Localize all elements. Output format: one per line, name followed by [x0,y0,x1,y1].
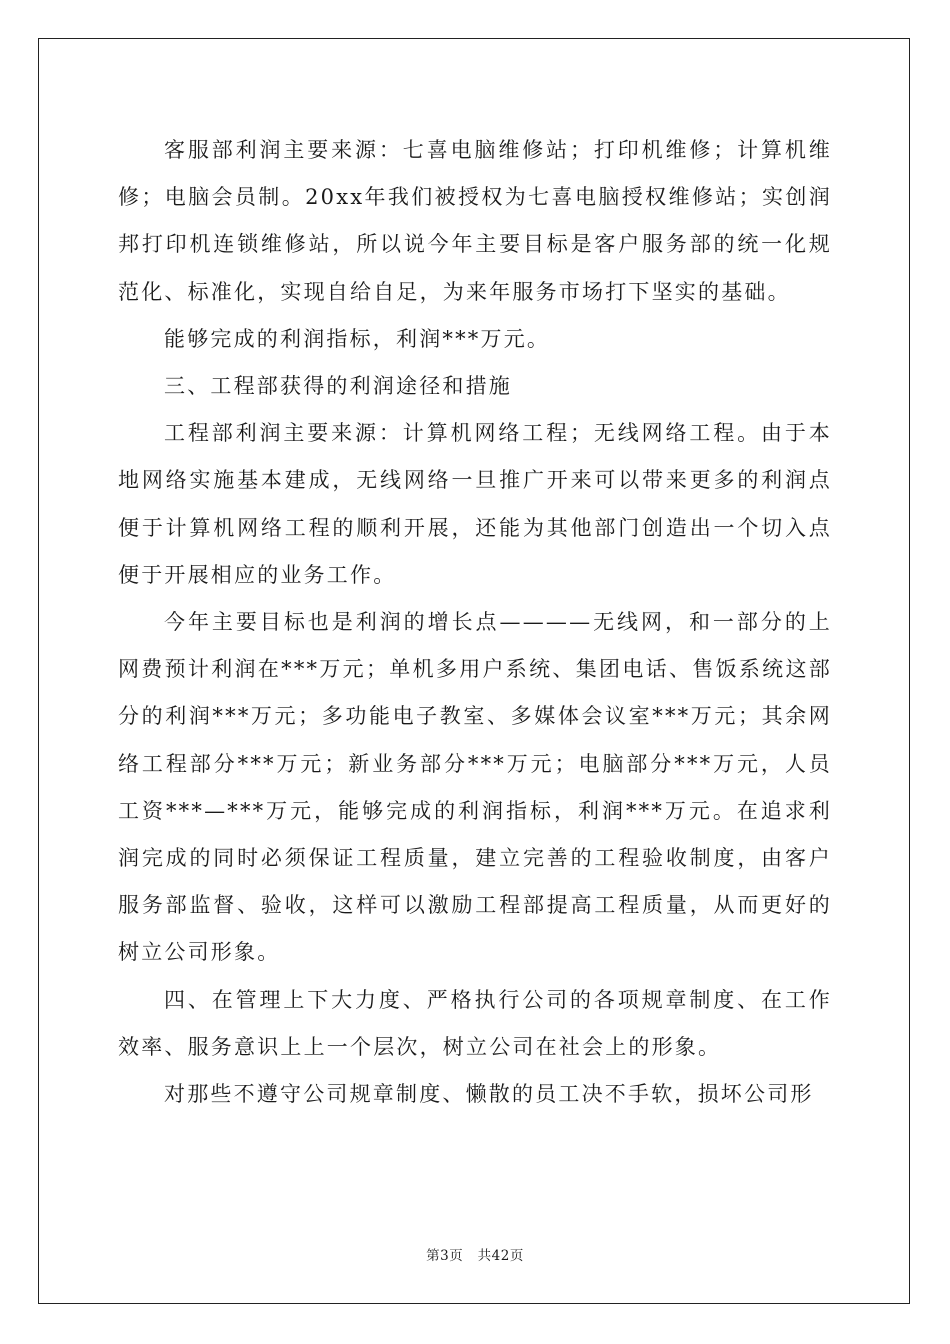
page-footer [0,1244,950,1264]
paragraph-discipline: 对那些不遵守公司规章制度、懒散的员工决不手软，损坏公司形 [164,1082,814,1107]
document-body [118,127,832,1118]
section-heading-engineering: 三、工程部获得的利润途径和措施 [164,374,512,399]
page-number: 第3页 [426,1248,464,1264]
paragraph-profit-target: 能够完成的利润指标，利润***万元。 [164,326,551,351]
paragraph-customer-service-profit: 客服部利润主要来源：七喜电脑维修站；打印机维修；计算机维修；电脑会员制。20xx年我们被授权为七喜电脑授权维修站；实创润邦打印机连锁维修站，所以说今年主要目标是客户服务部的统一化规范化、标准化，实现自给自足，为来年服务市场打下坚实的基础。 [118,138,832,304]
paragraph-engineering-profit: 工程部利润主要来源：计算机网络工程；无线网络工程。由于本地网络实施基本建成，无线网络一旦推广开来可以带来更多的利润点便于计算机网络工程的顺利开展，还能为其他部门创造出一个切入点便于开展相应的业务工作。 [118,421,832,587]
paragraph-annual-goals: 今年主要目标也是利润的增长点————无线网，和一部分的上网费预计利润在***万元；单机多用户系统、集团电话、售饭系统这部分的利润***万元；多功能电子教室、多媒体会议室***万元；其余网络工程部分***万元；新业务部分***万元；电脑部分***万元，人员工资***—***万元，能够完成的利润指标，利润***万元。在追求利润完成的同时必须保证工程质量，建立完善的工程验收制度，由客户服务部监督、验收，这样可以激励工程部提高工程质量，从而更好的树立公司形象。 [118,610,832,965]
page-total: 共42页 [477,1248,524,1264]
section-heading-management: 四、在管理上下大力度、严格执行公司的各项规章制度、在工作效率、服务意识上上一个层次，树立公司在社会上的形象。 [118,987,832,1059]
